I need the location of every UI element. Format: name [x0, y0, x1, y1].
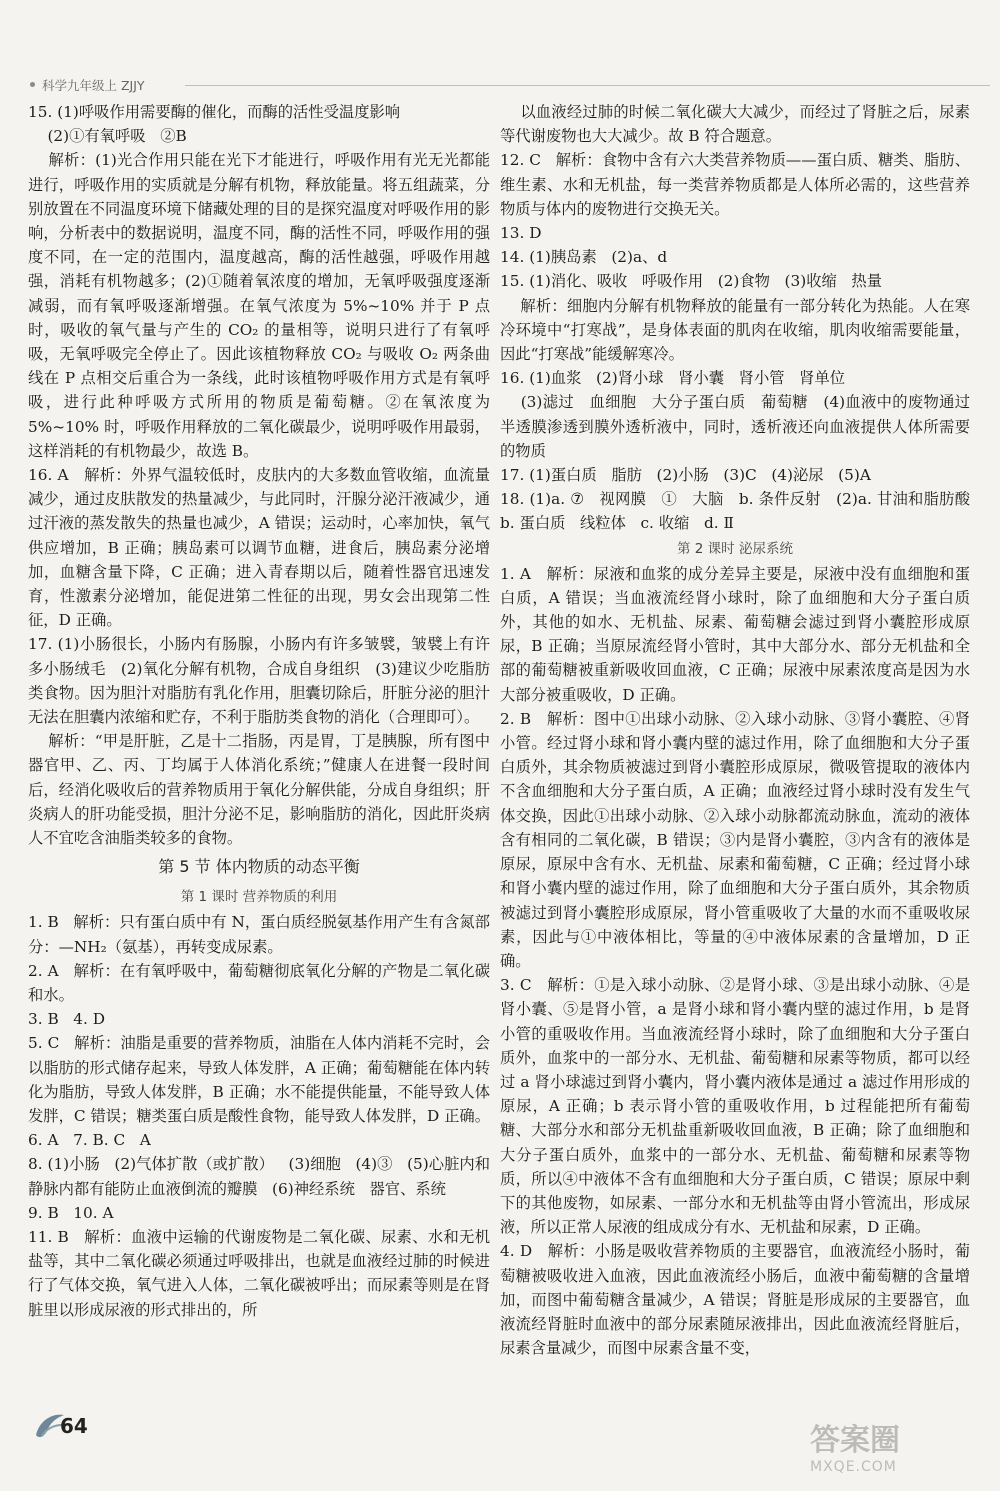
watermark-logo: 答案圈: [810, 1423, 900, 1458]
answer-paragraph: 以血液经过肺的时候二氧化碳大大减少，而经过了肾脏之后，尿素等代谢废物也大大减少。故 B 符合题意。: [500, 103, 970, 146]
answer-paragraph: 2. A 解析：在有氧呼吸中，葡萄糖彻底氧化分解的产物是二氧化碳和水。: [28, 961, 490, 1004]
answer-paragraph: 16. A 解析：外界气温较低时，皮肤内的大多数血管收缩，血流量减少，通过皮肤散发的热量减少，与此同时，汗腺分泌汗液减少，通过汗液的蒸发散失的热量也减少，A 错误；运动时，心率加快，氧气供应增加，B 正确；胰岛素可以调节血糖，进食后，胰岛素分泌增加，血糖含量下降，C 正确；进入青春期以后，随着性器官迅速发育，性激素分泌增加，能促进第二性征的出现，男女会出现第二性征，D 正确。: [28, 466, 490, 630]
answer-paragraph: (3)滤过 血细胞 大分子蛋白质 葡萄糖 (4)血液中的废物通过半透膜渗透到膜外透析液中，同时，透析液还向血液提供人体所需要的物质: [500, 393, 971, 460]
answer-paragraph: 4. D 解析：小肠是吸收营养物质的主要器官，血液流经小肠时，葡萄糖被吸收进入血液，因此血液流经小肠后，血液中葡萄糖的含量增加，而图中葡萄糖含量减少，A 错误；肾脏是形成尿的主要器官，血液流经肾脏时血液中的部分尿素随尿液排出，因此血液流经肾脏后，尿素含量减少，而图中尿素含量不变，: [500, 1242, 970, 1358]
answer-paragraph: (2)①有氧呼吸 ②B: [28, 127, 187, 146]
answer-paragraph: 8. (1)小肠 (2)气体扩散（或扩散） (3)细胞 (4)③ (5)心脏内和静脉内都有能防止血液倒流的瓣膜 (6)神经系统 器官、系统: [28, 1155, 490, 1198]
answer-paragraph: 17. (1)蛋白质 脂肪 (2)小肠 (3)C (4)泌尿 (5)A: [500, 466, 871, 485]
watermark-url: MXQE.COM: [810, 1459, 897, 1475]
answer-paragraph: 11. B 解析：血液中运输的代谢废物是二氧化碳、尿素、水和无机盐等，其中二氧化碳必须通过呼吸排出，也就是血液经过肺的时候进行了气体交换，氧气进入人体，二氧化碳被呼出；而尿素等则是在肾脏里以形成尿液的形式排出的，所: [28, 1227, 490, 1319]
section-title: 第 5 节 体内物质的动态平衡: [158, 857, 360, 877]
answer-paragraph: 14. (1)胰岛素 (2)a、d: [500, 248, 668, 267]
left-column: [28, 100, 495, 1322]
answer-paragraph: 9. B 10. A: [28, 1203, 114, 1222]
bullet-icon: [30, 82, 35, 87]
answer-paragraph: 3. C 解析：①是入球小动脉、②是肾小球、③是出球小动脉、④是肾小囊、⑤是肾小管，a 是肾小球和肾小囊内壁的滤过作用，b 是肾小管的重吸收作用。当血液流经肾小球时，除了血细胞和大分子蛋白质外，血浆中的一部分水、无机盐、葡萄糖和尿素等物质，都可以经过 a 肾小球滤过到肾小囊内，肾小囊内液体是通过 a 滤过作用形成的原尿，A 正确；b 表示肾小管的重吸收作用，b 过程能把所有葡萄糖、大部分水和部分无机盐重新吸收回血液，B 正确；除了血细胞和大分子蛋白质外，血浆中的一部分水、无机盐、葡萄糖和尿素等物质，所以④中液体不含有血细胞和大分子蛋白质，C 错误；原尿中剩下的其他废物，如尿素、一部分水和无机盐等由肾小管流出，形成尿液，所以正常人尿液的组成成分有水、无机盐和尿素，D 正确。: [500, 976, 970, 1237]
header-rule: [185, 85, 990, 86]
answer-paragraph: 15. (1)消化、吸收 呼吸作用 (2)食物 (3)收缩 热量: [500, 272, 882, 291]
footer: [30, 1405, 150, 1445]
header-title: 科学九年级上 ZJJY: [42, 78, 145, 93]
answer-paragraph: 6. A 7. B. C A: [28, 1131, 151, 1150]
answer-paragraph: 13. D: [500, 224, 542, 243]
answer-paragraph: 2. B 解析：图中①出球小动脉、②入球小动脉、③肾小囊腔、④肾小管。经过肾小球和肾小囊内壁的滤过作用，除了血细胞和大分子蛋白质外，其余物质被滤过到肾小囊腔形成原尿，微吸管提取的液体内不含血细胞和大分子蛋白质，A 正确；血液经过肾小球时没有发生气体交换，因此①出球小动脉、②入球小动脉都流动脉血，流动的液体含有相同的二氧化碳，B 错误；③内是肾小囊腔，③内含有的液体是原尿，原尿中含有水、无机盐、尿素和葡萄糖，C 正确；经过肾小球和肾小囊内壁的滤过作用，除了血细胞和大分子蛋白质外，其余物质被滤过到肾小囊腔形成原尿，肾小管重吸收了大量的水而不重吸收尿素，因此与①中液体相比，等量的④中液体尿素的含量增加，D 正确。: [500, 709, 970, 970]
page-number: 64: [60, 1414, 88, 1438]
answer-paragraph: 解析：“甲是肝脏，乙是十二指肠，丙是胃，丁是胰腺，所有图中器官甲、乙、丙、丁均属于人体消化系统；”健康人在进餐一段时间后，经消化吸收后的营养物质用于氧化分解供能，分成自身组织；肝炎病人的肝功能受损，胆汁分泌不足，影响脂肪的消化，因此肝炎病人不宜吃含油脂类较多的食物。: [28, 732, 491, 848]
right-column: [500, 100, 985, 1360]
answer-paragraph: 16. (1)血浆 (2)肾小球 肾小囊 肾小管 肾单位: [500, 369, 846, 388]
answer-paragraph: 18. (1)a. ⑦ 视网膜 ① 大脑 b. 条件反射 (2)a. 甘油和脂肪酸 b. 蛋白质 线粒体 c. 收缩 d. Ⅱ: [500, 490, 985, 533]
answer-paragraph: 3. B 4. D: [28, 1010, 106, 1029]
answer-paragraph: 1. A 解析：尿液和血浆的成分差异主要是，尿液中没有血细胞和蛋白质，A 错误；当血液流经肾小球时，除了血细胞和大分子蛋白质外，其他的如水、无机盐、尿素、葡萄糖会滤过到肾小囊腔形成原尿，B 正确；当原尿流经肾小管时，其中大部分水、部分无机盐和全部的葡萄糖被重新吸收回血液，C 正确；尿液中尿素浓度高是因为水大部分被重吸收，D 正确。: [500, 564, 970, 704]
answer-paragraph: 17. (1)小肠很长，小肠内有肠腺，小肠内有许多皱襞，皱襞上有许多小肠绒毛 (2)氧化分解有机物，合成自身组织 (3)建议少吃脂肪类食物。因为胆汁对脂肪有乳化作用，胆囊切除后，肝脏分泌的胆汁无法在胆囊内浓缩和贮存，不利于脂肪类食物的消化（合理即可）。: [28, 635, 490, 727]
watermark: [810, 1415, 980, 1490]
answer-paragraph: 解析：细胞内分解有机物释放的能量有一部分转化为热能。人在寒冷环境中“打寒战”，是身体表面的肌肉在收缩，肌肉收缩需要能量，因此“打寒战”能缓解寒冷。: [500, 296, 970, 364]
running-header: [30, 76, 970, 94]
lesson-title: 第 1 课时 营养物质的利用: [180, 889, 338, 906]
answer-paragraph: 12. C 解析：食物中含有六大类营养物质——蛋白质、糖类、脂肪、维生素、水和无机盐，每一类营养物质都是人体所必需的，这些营养物质与体内的废物进行交换无关。: [500, 151, 970, 218]
answer-paragraph: 15. (1)呼吸作用需要酶的催化，而酶的活性受温度影响: [28, 103, 401, 121]
answer-paragraph: 5. C 解析：油脂是重要的营养物质，油脂在人体内消耗不完时，会以脂肪的形式储存起来，导致人体发胖，A 正确；葡萄糖能在体内转化为脂肪，导致人体发胖，B 正确；水不能提供能量，不能导致人体发胖，C 错误；糖类蛋白质是酸性食物，能导致人体发胖，D 正确。: [28, 1034, 491, 1125]
answer-paragraph: 解析：(1)光合作用只能在光下才能进行，呼吸作用有光无光都能进行，呼吸作用的实质就是分解有机物，释放能量。将五组蔬菜，分别放置在不同温度环境下储藏处理的目的是探究温度对呼吸作用的影响，分析表中的数据说明，温度不同，酶的活性不同，呼吸作用的强度不同，在一定的范围内，温度越高，酶的活性越强，呼吸作用越强，消耗有机物越多；(2)①随着氧浓度的增加，无氧呼吸强度逐渐减弱，而有氧呼吸逐渐增强。在氧气浓度为 5%~10% 并于 P 点时，吸收的氧气量与产生的 CO₂ 的量相等，说明只进行了有氧呼吸，无氧呼吸完全停止了。因此该植物释放 CO₂ 与吸收 O₂ 两条曲线在 P 点相交后重合为一条线，此时该植物呼吸作用方式是有氧呼吸，进行此种呼吸方式所用的物质是葡萄糖。②在氧浓度为 5%~10% 时，呼吸作用释放的二氧化碳最少，说明呼吸作用最弱，这样消耗的有机物最少，故选 B。: [28, 151, 495, 460]
answer-paragraph: 1. B 解析：只有蛋白质中有 N，蛋白质经脱氨基作用产生有含氮部分：—NH₂（氨基），再转变成尿素。: [28, 913, 490, 956]
lesson-title: 第 2 课时 泌尿系统: [677, 540, 793, 557]
